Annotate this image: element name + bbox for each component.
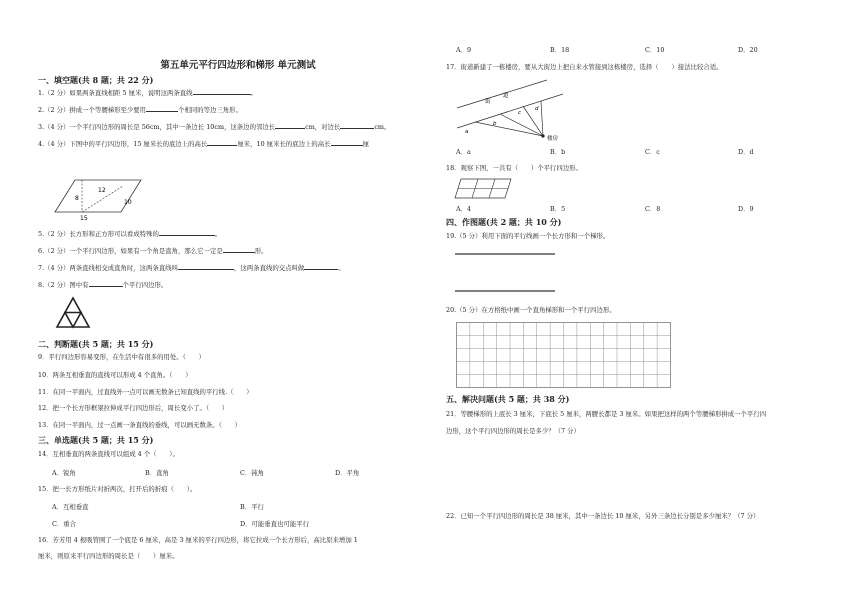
answer-blank[interactable] (193, 88, 251, 95)
answer-blank[interactable] (275, 122, 305, 129)
question-21: 21．等腰梯形的上底长 3 厘米，下底长 5 厘米，两腰长都是 3 厘米。如果把这样的两个等腰梯形拼成一个平行四 边形，这个平行四边形的周长是多少？（7 分） (446, 410, 767, 435)
path-a-label: a (465, 129, 469, 135)
street-label-1: 街 (485, 99, 491, 105)
label-15: 15 (80, 215, 88, 222)
option-b[interactable]: B．5 (550, 205, 566, 213)
section-true-false: 二、判断题(共 5 题；共 15 分) (38, 339, 154, 349)
option-a[interactable]: A．4 (456, 205, 472, 213)
option-c[interactable]: C．c (645, 148, 660, 156)
option-b[interactable]: B．直角 (145, 469, 169, 477)
path-c-label: c (518, 110, 522, 116)
option-d[interactable]: D．平角 (335, 469, 360, 477)
section-problem-solving: 五、解决问题(共 5 题；共 38 分) (446, 394, 570, 404)
option-a[interactable]: A．互相垂直 (52, 503, 89, 511)
question-11: 11．在同一平面内，过直线外一点可以画无数条已知直线的平行线.（ ） (38, 388, 253, 396)
option-d[interactable]: D．可能垂直也可能平行 (240, 520, 310, 528)
option-b[interactable]: B．平行 (240, 503, 264, 511)
answer-blank[interactable] (178, 263, 234, 270)
option-a[interactable]: A．锐角 (52, 469, 76, 477)
question-5: 5.（2 分）长方形和正方形可以看成特殊的 。 (38, 230, 222, 238)
question-18: 18．观察下图，一共有（ ）个平行四边形。 (446, 164, 582, 172)
question-9: 9．平行四边形容易变形，在生活中有很多的用处。（ ） (38, 353, 206, 361)
answer-blank[interactable] (331, 139, 363, 146)
question-20: 20.（5 分）在方格纸中画一个直角梯形和一个平行四边形。 (446, 306, 616, 314)
question-22: 22．已知一个平行四边形的周长是 38 厘米，其中一条边长 10 厘米，另外三条边长分别是多少厘米？（7 分） (446, 512, 760, 520)
label-8: 8 (75, 195, 79, 202)
section-fill-in: 一、填空题(共 8 题；共 22 分) (38, 75, 154, 85)
section-drawing: 四、作图题(共 2 题；共 10 分) (446, 217, 562, 227)
question-16: 16．芳芳用 4 根吸管围了一个底是 6 厘米，高是 3 厘米的平行四边形，将它拉成一个长方形后，高比原来增加 1 厘米，则原来平行四边形的周长是（ ）厘米。 (38, 536, 358, 560)
question-8: 8.（2 分）图中有 个平行四边形。 (38, 281, 168, 289)
option-c[interactable]: C．10 (645, 46, 665, 54)
answer-blank[interactable] (159, 229, 215, 236)
answer-blank[interactable] (304, 263, 338, 270)
question-14: 14．互相垂直的两条直线可以组成 4 个（ ）。 (38, 450, 179, 458)
option-c[interactable]: C．8 (645, 205, 661, 213)
question-1: 1.（2 分）如果两条直线相距 5 厘米，说明这两条直线 。 (38, 89, 257, 97)
path-d-label: d (535, 106, 539, 112)
option-a[interactable]: A．a (456, 148, 471, 156)
house-label: 楼房 (547, 136, 559, 142)
answer-blank[interactable] (89, 280, 123, 287)
grid-paper[interactable] (456, 322, 671, 388)
option-b[interactable]: B．18 (550, 46, 570, 54)
label-10: 10 (124, 199, 132, 206)
option-d[interactable]: D．9 (738, 205, 754, 213)
option-c[interactable]: C．重合 (52, 520, 77, 528)
triangle-figure (56, 297, 90, 329)
option-c[interactable]: C．钝角 (240, 469, 265, 477)
question-7: 7.（4 分）两条直线相交成直角时，这两条直线叫 ，这两条直线的交点叫做 。 (38, 264, 345, 272)
parallelogram-figure (55, 178, 145, 223)
street-figure (455, 78, 575, 140)
option-d[interactable]: D．d (738, 148, 754, 156)
label-12: 12 (98, 187, 106, 194)
option-b[interactable]: B．b (550, 148, 566, 156)
question-13: 13．在同一平面内，过一点画一条直线的垂线，可以画无数条。（ ） (38, 421, 242, 429)
answer-blank[interactable] (146, 105, 178, 112)
option-a[interactable]: A．9 (456, 46, 472, 54)
street-label-2: 道 (503, 93, 509, 99)
question-4: 4.（4 分）下图中的平行四边形，15 厘米长的底边上的高长 厘米，10 厘米长的底边上的高长 厘 (38, 140, 369, 148)
question-2: 2.（2 分）拼成一个等腰梯形至少要用 个相同的等边三角形。 (38, 106, 242, 114)
answer-blank[interactable] (340, 122, 374, 129)
question-19: 19.（5 分）利用下面的平行线画一个长方形和一个梯形。 (446, 232, 610, 240)
parallel-lines[interactable] (455, 250, 557, 294)
answer-blank[interactable] (223, 246, 255, 253)
answer-blank[interactable] (207, 139, 237, 146)
question-6: 6.（2 分）一个平行四边形，如果有一个角是直角，那么它一定是 形。 (38, 247, 268, 255)
path-b-label: b (493, 121, 497, 127)
question-15: 15．把一长方形纸片对折两次，打开后的折痕（ ）。 (38, 485, 197, 493)
section-single-choice: 三、单选题(共 5 题；共 15 分) (38, 435, 154, 445)
option-d[interactable]: D．20 (738, 46, 758, 54)
question-10: 10．两条互相垂直的直线可以形成 4 个直角。（ ） (38, 371, 192, 379)
question-12: 12．把一个长方形框架拉伸成平行四边形后，周长变小了。（ ） (38, 404, 229, 412)
question-17: 17．街道新建了一栋楼房，要从大街边上把自来水管接到这栋楼房，选择（ ）接法比较合适。 (446, 63, 723, 71)
question-3: 3.（4 分）一个平行四边形的周长是 56cm，其中一条边长 10cm，这条边的邻边长 cm，对边长 cm。 (38, 123, 391, 131)
page-title: 第五单元平行四边形和梯形 单元测试 (160, 60, 316, 71)
parallelogram-grid-figure (455, 178, 515, 200)
